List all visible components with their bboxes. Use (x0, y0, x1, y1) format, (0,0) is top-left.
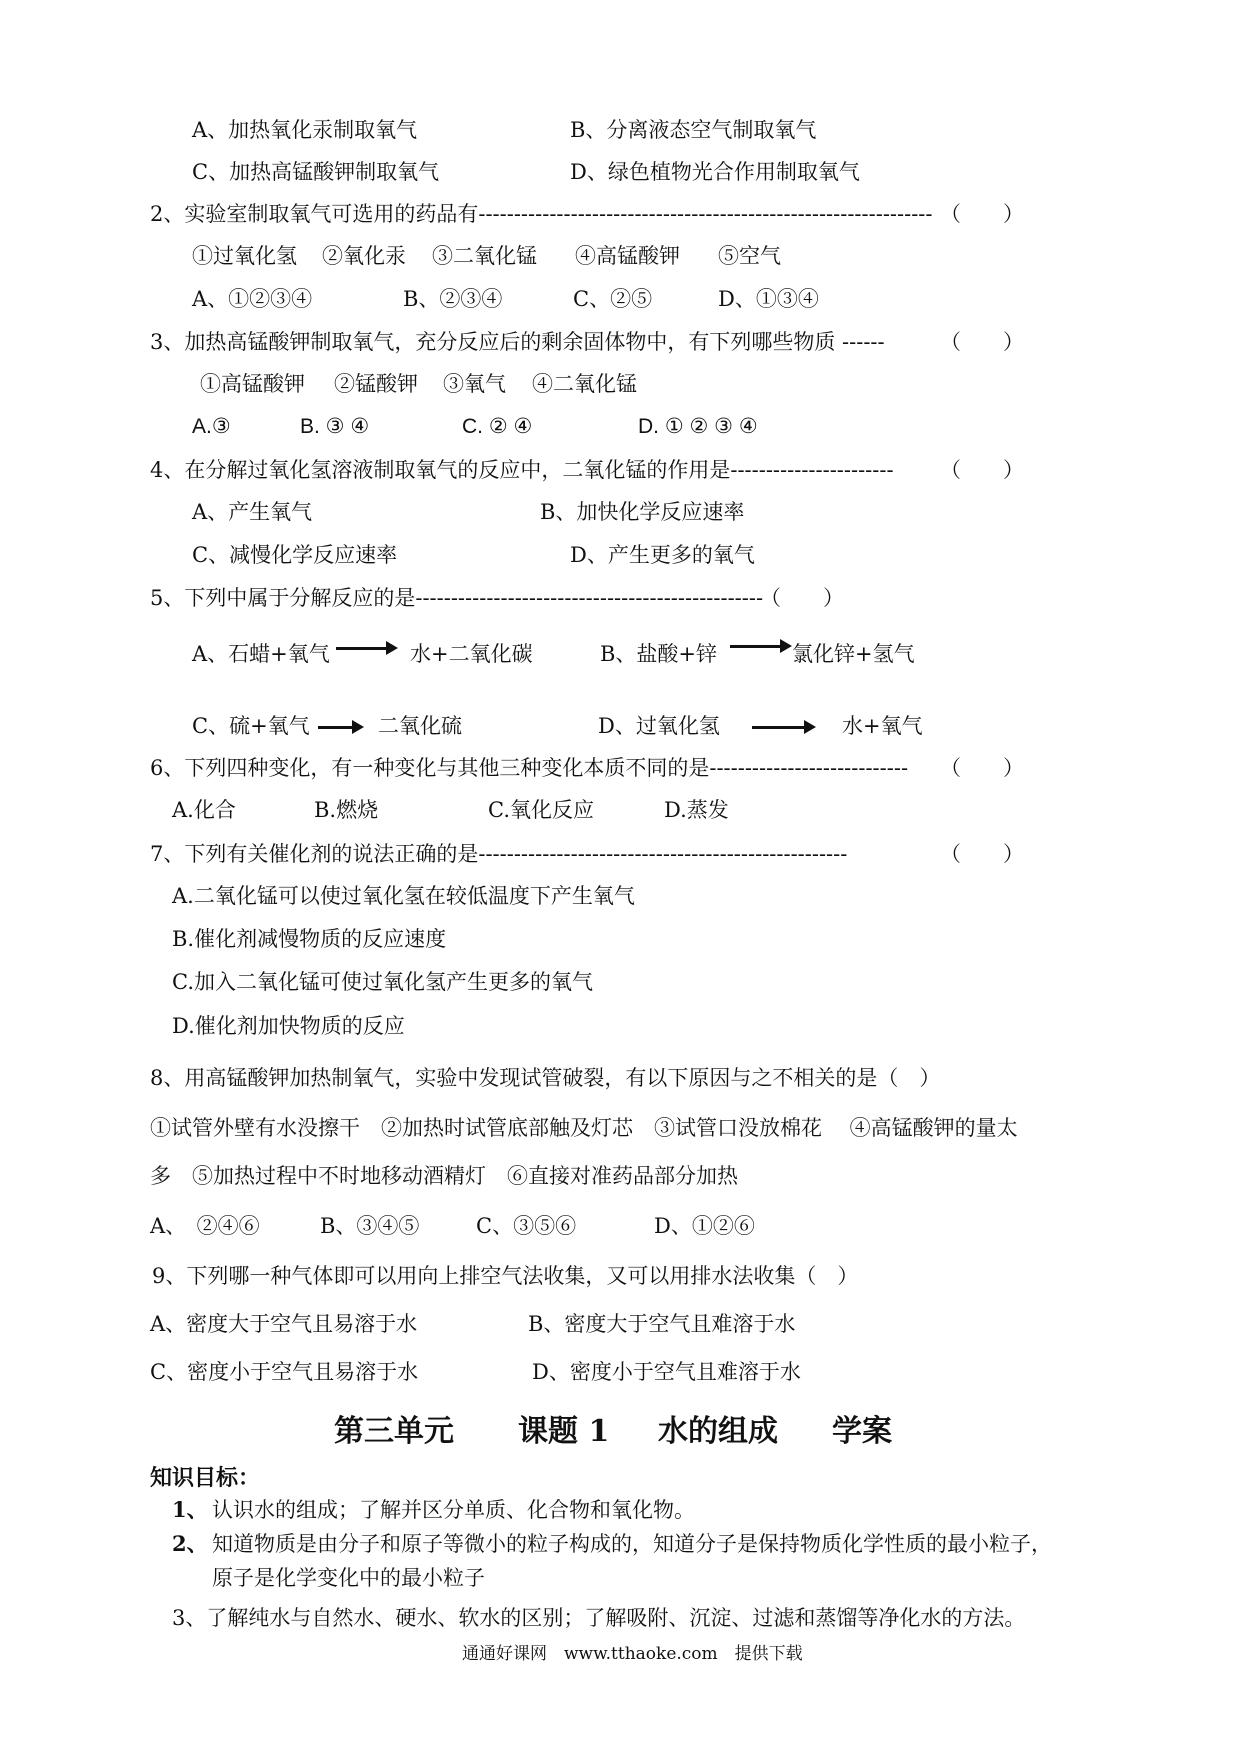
q1-option-d: D、绿色植物光合作用制取氧气 (570, 160, 860, 184)
q5-option-b-reactants: B、盐酸+锌 (600, 642, 718, 666)
q5-option-d-products: 水+氧气 (842, 714, 923, 738)
q7-stem: 7、下列有关催化剂的说法正确的是---------------------------------------------------- (150, 842, 848, 866)
q3-item: ①高锰酸钾 (200, 372, 305, 396)
q7-option: A.二氧化锰可以使过氧化氢在较低温度下产生氧气 (172, 884, 635, 908)
q2-stem: 2、实验室制取氧气可选用的药品有---------------------------------------------------------------- (150, 202, 933, 226)
q3-item: ③氧气 (443, 372, 506, 396)
q8-option: C、③⑤⑥ (476, 1214, 577, 1238)
q5-option-c-reactants: C、硫+氧气 (192, 714, 310, 738)
q5-option-a-reactants: A、石蜡+氧气 (192, 642, 330, 666)
q5-option-d-reactants: D、过氧化氢 (598, 714, 720, 738)
q7-option: B.催化剂减慢物质的反应速度 (172, 927, 447, 951)
q2-option: B、②③④ (403, 287, 503, 311)
goal-2-text-continued: 原子是化学变化中的最小粒子 (212, 1566, 485, 1590)
goal-3-text: 3、了解纯水与自然水、硬水、软水的区别；了解吸附、沉淀、过滤和蒸馏等净化水的方法。 (172, 1606, 1026, 1630)
goal-number: 1、 (172, 1497, 208, 1522)
q2-item: ⑤空气 (718, 244, 781, 268)
q4-stem: 4、在分解过氧化氢溶液制取氧气的反应中，二氧化锰的作用是----------------------- (150, 458, 894, 482)
q3-answer-paren: （ ） (940, 330, 1024, 354)
q2-option: D、①③④ (718, 287, 819, 311)
q3-option: C. ② ④ (462, 415, 533, 438)
q4-option-d: D、产生更多的氧气 (570, 543, 755, 567)
q2-item: ③二氧化锰 (432, 244, 537, 268)
q2-option: C、②⑤ (573, 287, 653, 311)
q9-option-d: D、密度小于空气且难溶于水 (532, 1360, 801, 1384)
q8-option: B、③④⑤ (320, 1214, 420, 1238)
reaction-arrow-icon (752, 726, 806, 729)
goals-heading: 知识目标： (150, 1465, 261, 1491)
q2-item: ②氧化汞 (322, 244, 406, 268)
goal-1-text: 认识水的组成；了解并区分单质、化合物和氧化物。 (212, 1498, 695, 1522)
reaction-arrow-icon (336, 647, 388, 650)
q5-stem: 5、下列中属于分解反应的是------------------------------------------------- (150, 586, 764, 610)
q1-option-a: A、加热氧化汞制取氧气 (192, 118, 418, 142)
q3-item: ④二氧化锰 (532, 372, 637, 396)
q7-answer-paren: （ ） (940, 842, 1024, 866)
goal-2-text: 知道物质是由分子和原子等微小的粒子构成的，知道分子是保持物质化学性质的最小粒子， (212, 1532, 1052, 1556)
q1-option-c: C、加热高锰酸钾制取氧气 (192, 160, 440, 184)
q2-item: ④高锰酸钾 (575, 244, 680, 268)
q6-option: D.蒸发 (664, 798, 729, 822)
lesson-name: 水的组成 (658, 1414, 778, 1449)
q6-option: A.化合 (172, 798, 236, 822)
q8-option: A、 ②④⑥ (150, 1214, 260, 1238)
q5-answer-paren: （ ） (760, 586, 844, 610)
q7-option: D.催化剂加快物质的反应 (172, 1014, 405, 1038)
q2-item: ①过氧化氢 (192, 244, 297, 268)
q8-option: D、①②⑥ (654, 1214, 755, 1238)
q6-answer-paren: （ ） (940, 756, 1024, 780)
q5-option-c-products: 二氧化硫 (378, 714, 462, 738)
q4-option-c: C、减慢化学反应速率 (192, 543, 398, 567)
lesson-suffix: 学案 (832, 1414, 892, 1449)
q9-option-a: A、密度大于空气且易溶于水 (150, 1312, 418, 1336)
q3-stem: 3、加热高锰酸钾制取氧气，充分反应后的剩余固体物中，有下列哪些物质 ------ (150, 330, 885, 354)
q2-answer-paren: （ ） (940, 202, 1024, 226)
q3-option: D. ① ② ③ ④ (638, 415, 758, 438)
q9-stem: 9、下列哪一种气体即可以用向上排空气法收集，又可以用排水法收集（ ） (152, 1264, 859, 1288)
q4-option-a: A、产生氧气 (192, 500, 313, 524)
q8-causes-line-1: ①试管外壁有水没擦干 ②加热时试管底部触及灯芯 ③试管口没放棉花 ④高锰酸钾的量太 (150, 1116, 1018, 1140)
q5-option-a-products: 水+二氧化碳 (410, 642, 533, 666)
q3-option: A.③ (192, 415, 231, 438)
q5-option-b-products: 氯化锌+氢气 (792, 642, 915, 666)
q7-option: C.加入二氧化锰可使过氧化氢产生更多的氧气 (172, 970, 593, 994)
lesson-topic: 课题 1 (518, 1414, 610, 1449)
q2-option: A、①②③④ (192, 287, 313, 311)
q4-option-b: B、加快化学反应速率 (540, 500, 745, 524)
q6-option: C.氧化反应 (488, 798, 594, 822)
page-footer: 通通好课网 www.tthaoke.com 提供下载 (462, 1644, 803, 1664)
reaction-arrow-icon (730, 645, 782, 648)
q4-answer-paren: （ ） (940, 458, 1024, 482)
q3-item: ②锰酸钾 (334, 372, 418, 396)
q9-option-b: B、密度大于空气且难溶于水 (528, 1312, 796, 1336)
q1-option-b: B、分离液态空气制取氧气 (570, 118, 817, 142)
q6-stem: 6、下列四种变化，有一种变化与其他三种变化本质不同的是---------------------------- (150, 756, 909, 780)
q3-option: B. ③ ④ (300, 415, 370, 438)
q8-stem: 8、用高锰酸钾加热制氧气，实验中发现试管破裂，有以下原因与之不相关的是（ ） (150, 1066, 941, 1090)
q9-option-c: C、密度小于空气且易溶于水 (150, 1360, 419, 1384)
lesson-unit: 第三单元 (334, 1414, 454, 1449)
q8-causes-line-2: 多 ⑤加热过程中不时地移动酒精灯 ⑥直接对准药品部分加热 (150, 1164, 738, 1188)
goal-number: 2、 (172, 1531, 208, 1556)
reaction-arrow-icon (318, 726, 354, 729)
q6-option: B.燃烧 (314, 798, 379, 822)
